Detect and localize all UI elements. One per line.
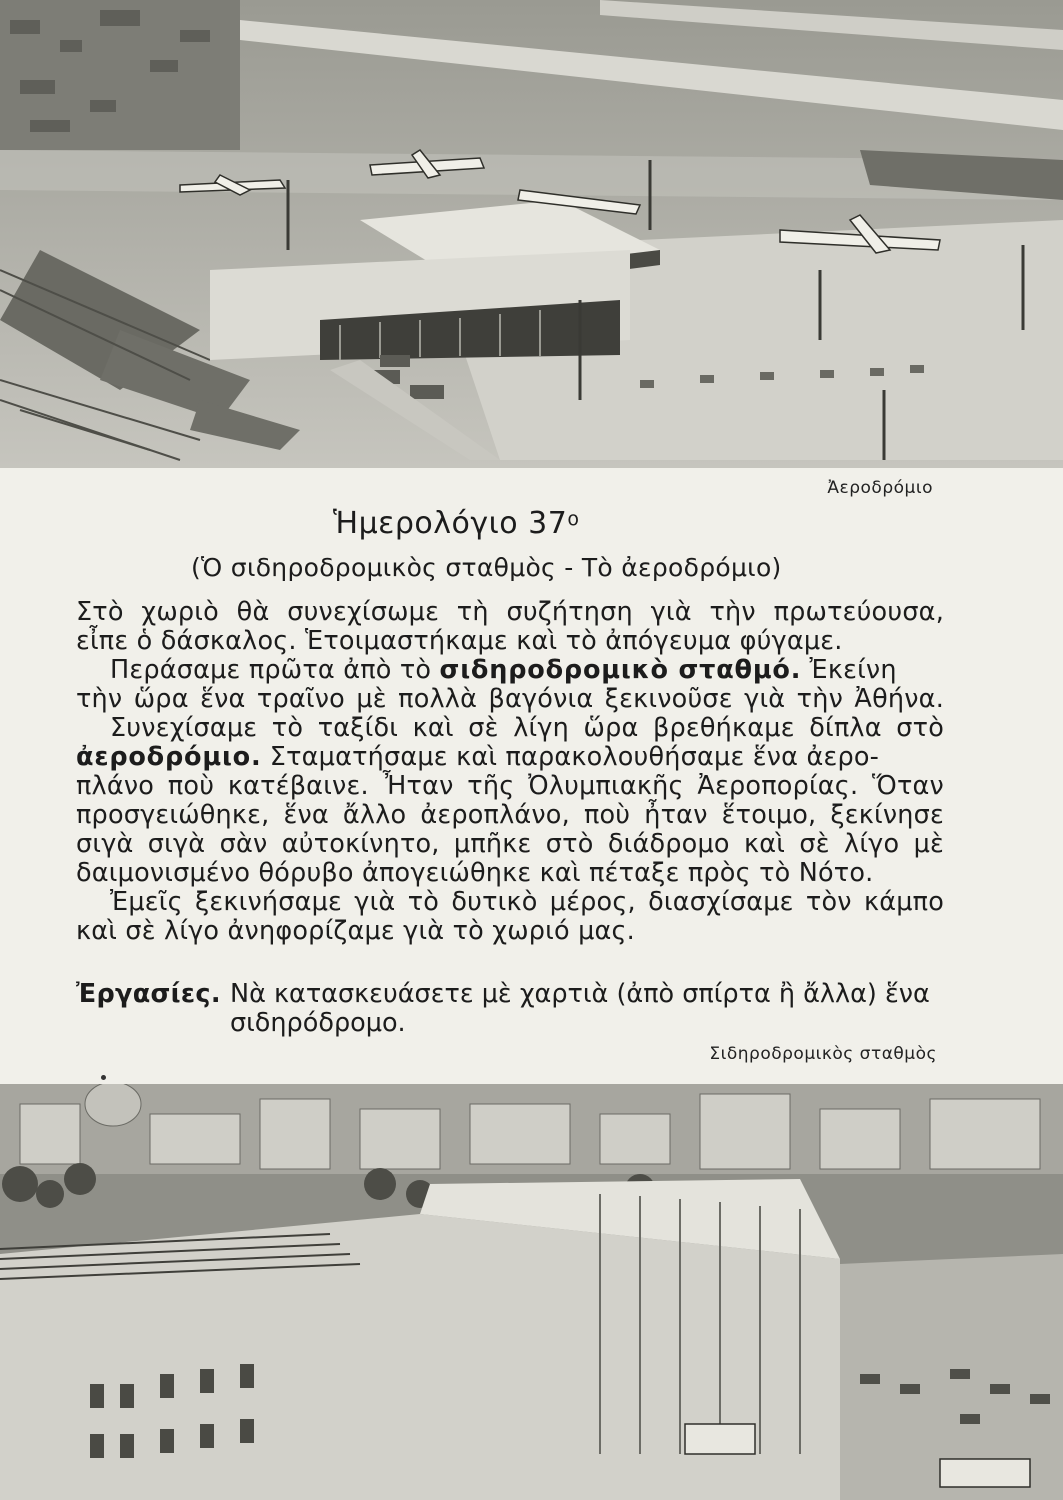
airport-caption: Ἀεροδρόμιο xyxy=(827,478,933,498)
railway-station-illustration xyxy=(0,1084,1063,1500)
story-line xyxy=(76,656,944,685)
story-line: καὶ σὲ λίγο ἀνηφορίζαμε γιὰ τὸ χωριό μας. xyxy=(76,916,635,946)
story-line: προσγειώθηκε, ἕνα ἄλλο ἀεροπλάνο, ποὺ ἦταν ἕτοιμο, ξεκίνησε xyxy=(76,800,944,830)
airport-illustration xyxy=(0,0,1063,468)
story-fragment: Περάσαμε πρῶτα ἀπὸ τὸ xyxy=(110,655,440,685)
story-line: Συνεχίσαμε τὸ ταξίδι καὶ σὲ λίγη ὥρα βρεθήκαμε δίπλα στὸ xyxy=(110,713,944,743)
exercise-line: σιδηρόδρομο. xyxy=(230,1008,406,1038)
station-caption: Σιδηροδρομικὸς σταθμὸς xyxy=(709,1044,937,1064)
exercise-line: Νὰ κατασκευάσετε μὲ χαρτιὰ (ἀπὸ σπίρτα ἢ ἄλλα) ἕνα xyxy=(230,979,930,1009)
lesson-title-text: Ἡμερολόγιο 37 xyxy=(333,506,568,541)
lesson-title-ordinal: ο xyxy=(567,508,580,530)
keyword-railway-station: σιδηροδρομικὸ σταθμό. xyxy=(439,655,802,685)
keyword-airport: ἀεροδρόμιο. xyxy=(76,742,262,772)
lesson-subtitle: (Ὁ σιδηροδρομικὸς σταθμὸς - Τὸ ἀεροδρόμιο) xyxy=(191,553,782,582)
airport-photo xyxy=(0,0,1063,468)
story-fragment: Σταματήσαμε καὶ παρακολουθήσαμε ἕνα ἀερο- xyxy=(261,742,880,772)
story-text xyxy=(76,598,944,946)
exercise-text xyxy=(230,980,944,1038)
story-line: εἶπε ὁ δάσκαλος. Ἑτοιμαστήκαμε καὶ τὸ ἀπόγευμα φύγαμε. xyxy=(76,626,843,656)
lesson-title xyxy=(333,506,579,541)
story-fragment: Ἐκείνη xyxy=(801,655,897,685)
railway-station-photo xyxy=(0,1084,1063,1500)
exercise-label: Ἐργασίες. xyxy=(76,979,221,1009)
story-line: Στὸ χωριὸ θὰ συνεχίσωμε τὴ συζήτηση γιὰ τὴν πρωτεύουσα, xyxy=(76,597,944,627)
story-line: Ἐμεῖς ξεκινήσαμε γιὰ τὸ δυτικὸ μέρος, διασχίσαμε τὸν κάμπο xyxy=(110,887,944,917)
page-dot xyxy=(101,1075,106,1080)
story-line: πλάνο ποὺ κατέβαινε. Ἦταν τῆς Ὀλυμπιακῆς Ἀεροπορίας. Ὅταν xyxy=(76,771,944,801)
story-line xyxy=(76,743,944,772)
story-line: τὴν ὥρα ἕνα τραῖνο μὲ πολλὰ βαγόνια ξεκινοῦσε γιὰ τὴν Ἀθήνα. xyxy=(76,684,944,714)
story-line: δαιμονισμένο θόρυβο ἀπογειώθηκε καὶ πέταξε πρὸς τὸ Νότο. xyxy=(76,858,874,888)
story-line: σιγὰ σιγὰ σὰν αὐτοκίνητο, μπῆκε στὸ διάδρομο καὶ σὲ λίγο μὲ xyxy=(76,829,944,859)
